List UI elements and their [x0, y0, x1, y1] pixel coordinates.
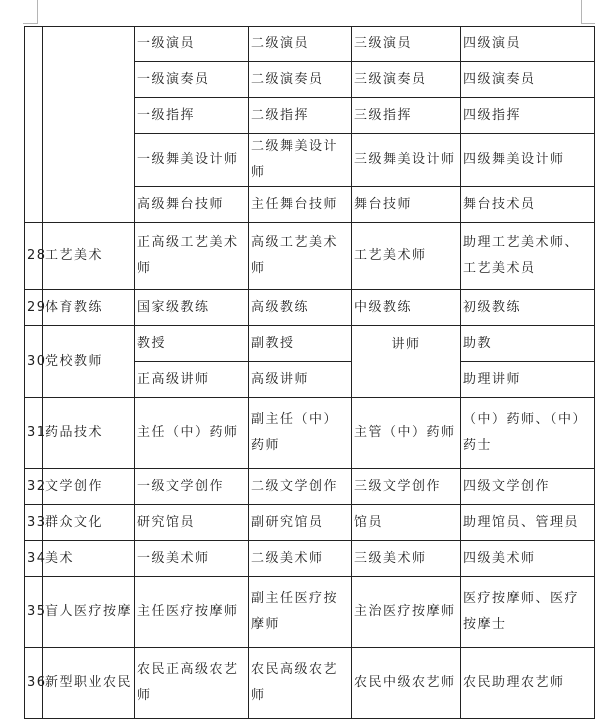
table-row: [25, 290, 595, 326]
level-3-cell: 主管（中）药师: [352, 398, 461, 469]
level-2-cell: 副研究馆员: [249, 505, 352, 541]
level-2-cell: 二级演奏员: [249, 62, 352, 98]
table-row: [25, 648, 595, 719]
level-4-cell: 舞台技术员: [461, 187, 595, 223]
level-2-cell: 主任舞台技师: [249, 187, 352, 223]
category-cell: 新型职业农民: [43, 648, 135, 719]
level-2-cell: 二级美术师: [249, 541, 352, 577]
level-2-cell: 二级指挥: [249, 98, 352, 134]
level-4-cell: 助理工艺美术师、工艺美术员: [461, 223, 595, 290]
row-number-cell: 36: [25, 648, 43, 719]
table-row: [25, 27, 595, 62]
level-3-cell: 舞台技师: [352, 187, 461, 223]
level-3-cell: 中级教练: [352, 290, 461, 326]
level-4-cell: 农民助理农艺师: [461, 648, 595, 719]
level-3-cell: 三级指挥: [352, 98, 461, 134]
level-4-cell: 四级文学创作: [461, 469, 595, 505]
level-4-cell: 四级演员: [461, 27, 595, 62]
page-corner-mark-left-h: [23, 23, 37, 24]
level-3-cell: 三级舞美设计师: [352, 134, 461, 187]
level-1-cell: 一级美术师: [135, 541, 249, 577]
category-cell: 文学创作: [43, 469, 135, 505]
level-4-cell: 四级指挥: [461, 98, 595, 134]
level-4-cell: 助理讲师: [461, 362, 595, 398]
row-number-cell: 32: [25, 469, 43, 505]
level-1-cell: 主任医疗按摩师: [135, 577, 249, 648]
level-1-cell: 农民正高级农艺师: [135, 648, 249, 719]
table-row: [25, 223, 595, 290]
level-2-cell: 高级教练: [249, 290, 352, 326]
level-4-cell: 四级美术师: [461, 541, 595, 577]
level-1-cell: 国家级教练: [135, 290, 249, 326]
level-1-cell: 教授: [135, 326, 249, 362]
row-number-cell: 30: [25, 326, 43, 398]
level-1-cell: 高级舞台技师: [135, 187, 249, 223]
level-3-cell: 馆员: [352, 505, 461, 541]
row-number-cell: 28: [25, 223, 43, 290]
level-3-cell: 主治医疗按摩师: [352, 577, 461, 648]
level-3-cell: 三级文学创作: [352, 469, 461, 505]
page-corner-mark-right-h: [581, 23, 595, 24]
category-cell: 群众文化: [43, 505, 135, 541]
category-cell: 体育教练: [43, 290, 135, 326]
row-number-cell: [25, 27, 43, 223]
level-1-cell: 一级演奏员: [135, 62, 249, 98]
level-2-cell: 副主任（中）药师: [249, 398, 352, 469]
level-1-cell: 一级舞美设计师: [135, 134, 249, 187]
table-row: [25, 505, 595, 541]
title-qualification-table: [24, 26, 595, 719]
category-cell: 党校教师: [43, 326, 135, 398]
level-3-cell: 三级美术师: [352, 541, 461, 577]
level-3-cell: 农民中级农艺师: [352, 648, 461, 719]
level-3-cell: 讲师: [352, 326, 461, 398]
level-1-cell: 一级指挥: [135, 98, 249, 134]
row-number-cell: 35: [25, 577, 43, 648]
level-4-cell: （中）药师、（中）药士: [461, 398, 595, 469]
table-row: [25, 469, 595, 505]
level-1-cell: 主任（中）药师: [135, 398, 249, 469]
table-row: [25, 398, 595, 469]
level-4-cell: 初级教练: [461, 290, 595, 326]
category-cell: 盲人医疗按摩: [43, 577, 135, 648]
level-4-cell: 四级演奏员: [461, 62, 595, 98]
level-2-cell: 高级讲师: [249, 362, 352, 398]
category-cell: [43, 27, 135, 223]
level-2-cell: 农民高级农艺师: [249, 648, 352, 719]
table-row: [25, 326, 595, 362]
level-2-cell: 高级工艺美术师: [249, 223, 352, 290]
level-2-cell: 二级演员: [249, 27, 352, 62]
category-cell: 工艺美术: [43, 223, 135, 290]
table-row: [25, 541, 595, 577]
page-corner-mark-left: [37, 0, 38, 24]
level-1-cell: 一级演员: [135, 27, 249, 62]
level-3-cell: 三级演奏员: [352, 62, 461, 98]
level-1-cell: 研究馆员: [135, 505, 249, 541]
level-2-cell: 二级文学创作: [249, 469, 352, 505]
level-4-cell: 医疗按摩师、医疗按摩士: [461, 577, 595, 648]
row-number-cell: 29: [25, 290, 43, 326]
level-2-cell: 副教授: [249, 326, 352, 362]
category-cell: 美术: [43, 541, 135, 577]
table-row: [25, 577, 595, 648]
category-cell: 药品技术: [43, 398, 135, 469]
row-number-cell: 31: [25, 398, 43, 469]
row-number-cell: 34: [25, 541, 43, 577]
level-4-cell: 四级舞美设计师: [461, 134, 595, 187]
row-number-cell: 33: [25, 505, 43, 541]
level-3-cell: 三级演员: [352, 27, 461, 62]
level-2-cell: 副主任医疗按摩师: [249, 577, 352, 648]
level-3-cell: 工艺美术师: [352, 223, 461, 290]
level-1-cell: 正高级工艺美术师: [135, 223, 249, 290]
level-4-cell: 助理馆员、管理员: [461, 505, 595, 541]
level-4-cell: 助教: [461, 326, 595, 362]
level-2-cell: 二级舞美设计师: [249, 134, 352, 187]
page-corner-mark-right: [581, 0, 582, 24]
level-1-cell: 正高级讲师: [135, 362, 249, 398]
level-1-cell: 一级文学创作: [135, 469, 249, 505]
